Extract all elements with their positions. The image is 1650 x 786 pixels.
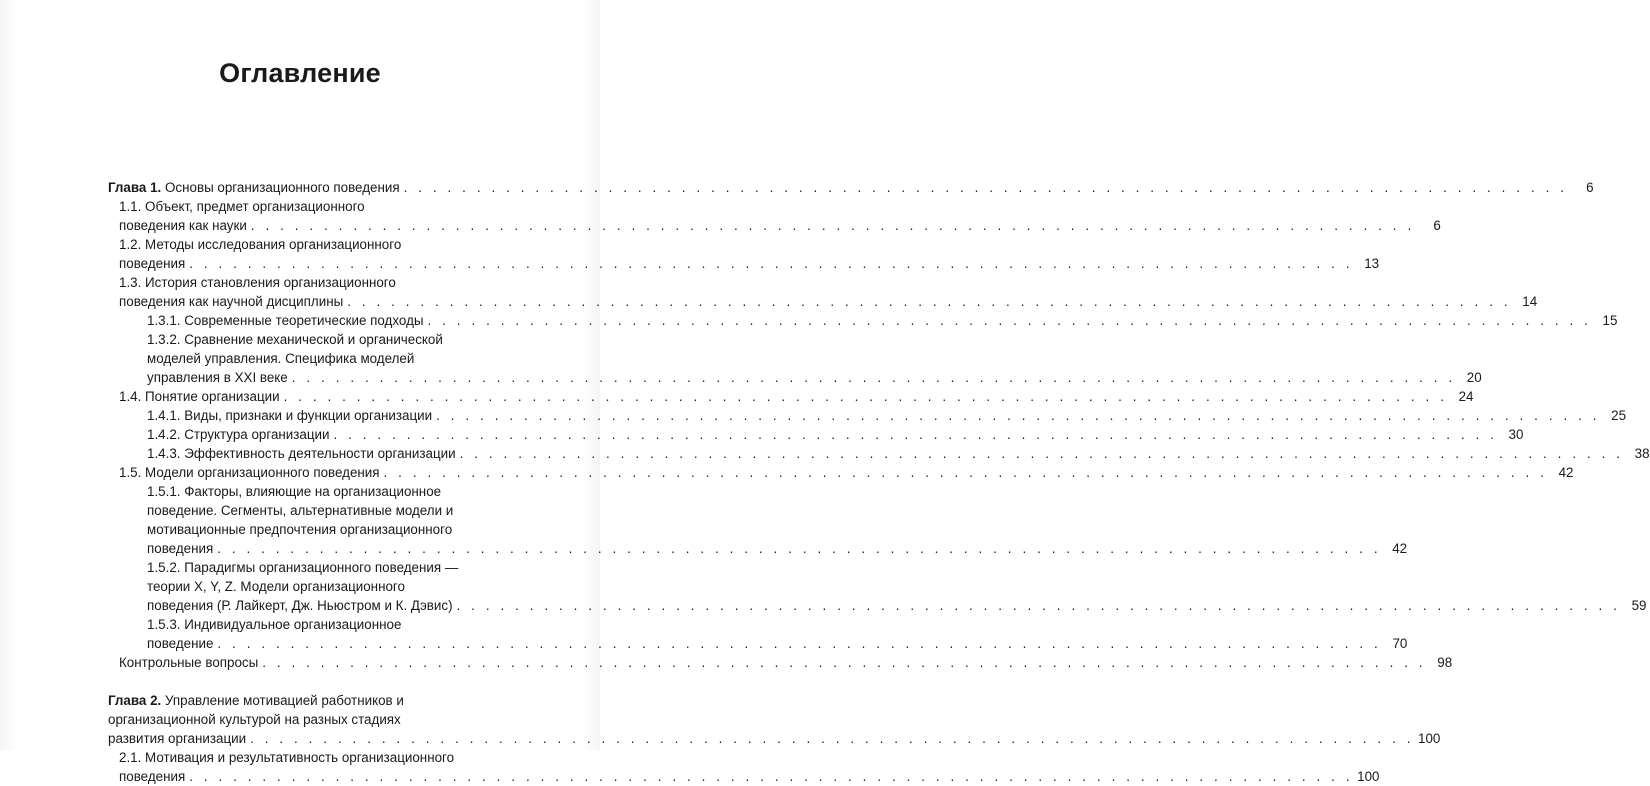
dot-leader: . . . . . . . . . . . . . . . . . . . . . . . . . . . . . . . . . . . . . . . . . . . . . . . . . . . . . . . . . . . . . . . . . . . . . . . . . . . . . . . .	[217, 636, 1382, 651]
toc-entry-text-line	[147, 349, 491, 368]
toc-entry-text	[119, 254, 185, 273]
toc-entry[interactable]	[108, 482, 1408, 558]
page-number: 100	[1357, 769, 1380, 784]
page-number: 25	[1611, 408, 1627, 423]
page-number: 13	[1364, 256, 1380, 271]
toc-entry-text	[119, 767, 185, 786]
toc-entry[interactable]	[108, 691, 1441, 748]
toc-entry-text	[147, 311, 424, 330]
page-number: 42	[1558, 465, 1574, 480]
dot-leader: . . . . . . . . . . . . . . . . . . . . . . . . . . . . . . . . . . . . . . . . . . . . . . . . . . . . . . . . . . . . . . . . . . . . . . . . . . . . . . . .	[189, 256, 1354, 271]
page-number: 59	[1631, 598, 1647, 613]
page-number: 38	[1634, 446, 1650, 461]
page-number: 100	[1418, 731, 1441, 746]
dot-leader: . . . . . . . . . . . . . . . . . . . . . . . . . . . . . . . . . . . . . . . . . . . . . . . . . . . . . . . . . . . . . . . . . . . . . . . . . . . . . . . .	[217, 541, 1382, 556]
toc-entry-text-line	[147, 501, 491, 520]
dot-leader: . . . . . . . . . . . . . . . . . . . . . . . . . . . . . . . . . . . . . . . . . . . . . . . . . . . . . . . . . . . . . . . . . . . . . . . . . . . . . . . .	[456, 598, 1621, 613]
toc-entry-last-line	[147, 444, 1650, 463]
toc-entry-last-text: 1.4.1. Виды, признаки и функции организации	[147, 408, 433, 423]
toc-entry-last-line	[119, 292, 1538, 311]
dot-leader: . . . . . . . . . . . . . . . . . . . . . . . . . . . . . . . . . . . . . . . . . . . . . . . . . . . . . . . . . . . . . . . . . . . . . . . . . . . . . . . .	[291, 370, 1456, 385]
toc-entry-text-line	[108, 710, 491, 729]
toc-entry-last-line	[119, 653, 1453, 672]
dot-leader: . . . . . . . . . . . . . . . . . . . . . . . . . . . . . . . . . . . . . . . . . . . . . . . . . . . . . . . . . . . . . . . . . . . . . . . . . . . . . . . .	[403, 180, 1568, 195]
toc-entry-last-line	[147, 368, 1482, 387]
toc-entry-text-line	[147, 482, 491, 501]
page-number: 70	[1392, 636, 1408, 651]
dot-leader: . . . . . . . . . . . . . . . . . . . . . . . . . . . . . . . . . . . . . . . . . . . . . . . . . . . . . . . . . . . . . . . . . . . . . . . . . . . . . . . .	[436, 408, 1601, 423]
dot-leader: . . . . . . . . . . . . . . . . . . . . . . . . . . . . . . . . . . . . . . . . . . . . . . . . . . . . . . . . . . . . . . . . . . . . . . . . . . . . . . . .	[250, 218, 1415, 233]
toc-entry[interactable]	[108, 653, 1453, 672]
toc-entry-last-text: поведения	[147, 541, 214, 556]
toc-entry[interactable]	[108, 615, 1408, 653]
toc-entry-last-text: развития организации	[108, 731, 247, 746]
page-number: 15	[1602, 313, 1618, 328]
toc-entry-text	[147, 406, 432, 425]
toc-entry[interactable]	[108, 273, 1538, 311]
toc-entry-last-line	[147, 634, 1408, 653]
dot-leader: . . . . . . . . . . . . . . . . . . . . . . . . . . . . . . . . . . . . . . . . . . . . . . . . . . . . . . . . . . . . . . . . . . . . . . . . . . . . . . . .	[459, 446, 1624, 461]
toc-entry-last-text: поведения как науки	[119, 218, 247, 233]
page-number: 24	[1458, 389, 1474, 404]
toc-entry-text	[147, 425, 330, 444]
page-number: 14	[1522, 294, 1538, 309]
page-number: 6	[1433, 218, 1441, 233]
toc-entry-last-text: Контрольные вопросы	[119, 655, 259, 670]
toc-entry-last-line	[147, 596, 1647, 615]
page-number: 30	[1508, 427, 1524, 442]
toc-entry-text	[119, 292, 343, 311]
toc-entry-text-line	[119, 273, 491, 292]
toc-entry[interactable]	[108, 444, 1650, 463]
toc-entry-last-text: поведение	[147, 636, 214, 651]
toc-entry-text: 1.1. Объект, предмет организационного	[119, 199, 365, 214]
toc-entry-text: 2.1. Мотивация и результативность организационного	[119, 750, 455, 765]
toc-entry[interactable]	[108, 558, 1647, 615]
toc-entry-text	[108, 729, 246, 748]
toc-entry-text	[147, 444, 456, 463]
toc-entry[interactable]	[108, 178, 1594, 197]
dot-leader: . . . . . . . . . . . . . . . . . . . . . . . . . . . . . . . . . . . . . . . . . . . . . . . . . . . . . . . . . . . . . . . . . . . . . . . . . . . . . . . .	[189, 769, 1354, 784]
toc-entry-last-line	[147, 311, 1618, 330]
toc-entry-text: 1.3.2. Сравнение механической и органической	[147, 332, 443, 347]
toc-entry-text: теории X, Y, Z. Модели организационного	[147, 579, 405, 594]
toc-entry-text-line	[147, 577, 491, 596]
toc-entry-text	[119, 387, 280, 406]
page-number: 6	[1586, 180, 1594, 195]
toc-entry-text	[147, 539, 213, 558]
toc-entry-last-text: 1.4. Понятие организации	[119, 389, 280, 404]
chapter-label: Глава 2.	[108, 693, 162, 708]
toc-entry[interactable]	[108, 463, 1574, 482]
toc-entry-last-text: 1.5. Модели организационного поведения	[119, 465, 380, 480]
dot-leader: . . . . . . . . . . . . . . . . . . . . . . . . . . . . . . . . . . . . . . . . . . . . . . . . . . . . . . . . . . . . . . . . . . . . . . . . . . . . . . . .	[283, 389, 1448, 404]
toc-spacer	[108, 672, 491, 691]
toc-entry[interactable]	[108, 425, 1524, 444]
dot-leader: . . . . . . . . . . . . . . . . . . . . . . . . . . . . . . . . . . . . . . . . . . . . . . . . . . . . . . . . . . . . . . . . . . . . . . . . . . . . . . . .	[383, 465, 1548, 480]
toc-entry[interactable]	[108, 311, 1618, 330]
toc-entry-last-line	[119, 387, 1474, 406]
toc-entry-last-line	[147, 539, 1408, 558]
toc-entry-text: 1.5.2. Парадигмы организационного поведения —	[147, 560, 459, 575]
page-number: 42	[1392, 541, 1408, 556]
toc-entry-text	[147, 368, 288, 387]
toc-entry-text: Управление мотивацией работников и	[161, 693, 404, 708]
toc-entry-text-line	[147, 330, 491, 349]
toc-entry-last-line	[147, 406, 1627, 425]
toc-entry-text-line	[119, 197, 491, 216]
toc-entry-text	[147, 596, 453, 615]
toc-entry-last-text: поведения (Р. Лайкерт, Дж. Ньюстром и К. Дэвис)	[147, 598, 453, 613]
toc-entry-last-text: 1.4.2. Структура организации	[147, 427, 330, 442]
toc-entry-text: поведение. Сегменты, альтернативные модели и	[147, 503, 454, 518]
page-number: 20	[1466, 370, 1482, 385]
toc-entry[interactable]	[108, 197, 1441, 235]
toc-entry-text	[147, 634, 213, 653]
toc-entry-text-line	[119, 748, 491, 767]
toc-entry[interactable]	[108, 406, 1627, 425]
chapter-label: Глава 1.	[108, 180, 162, 195]
toc-entry-last-line	[119, 254, 1380, 273]
toc-entry-last-text: управления в XXI веке	[147, 370, 288, 385]
toc-entry-text-line	[147, 615, 491, 634]
dot-leader: . . . . . . . . . . . . . . . . . . . . . . . . . . . . . . . . . . . . . . . . . . . . . . . . . . . . . . . . . . . . . . . . . . . . . . . . . . . . . . . .	[347, 294, 1512, 309]
toc-entry-text: 1.2. Методы исследования организационного	[119, 237, 402, 252]
toc-entry-text-line	[147, 558, 491, 577]
toc-entry-last-text: поведения как научной дисциплины	[119, 294, 344, 309]
toc-entry[interactable]	[108, 387, 1474, 406]
toc-entry-last-line	[119, 463, 1574, 482]
toc-entry-text	[108, 178, 400, 197]
toc-entry-last-line	[147, 425, 1524, 444]
toc-entry-last-text: 1.4.3. Эффективность деятельности организации	[147, 446, 456, 461]
toc-entry-text-line	[147, 520, 491, 539]
toc-entry-text-line	[119, 235, 491, 254]
toc-entry-text: мотивационные предпочтения организационного	[147, 522, 453, 537]
toc-entry-last-line	[119, 216, 1441, 235]
toc-entry-last-line	[108, 178, 1594, 197]
table-of-contents	[108, 178, 1650, 786]
page-number: 98	[1437, 655, 1453, 670]
toc-entry-last-text: поведения	[119, 256, 186, 271]
dot-leader: . . . . . . . . . . . . . . . . . . . . . . . . . . . . . . . . . . . . . . . . . . . . . . . . . . . . . . . . . . . . . . . . . . . . . . . . . . . . . . . .	[333, 427, 1498, 442]
toc-entry-text	[119, 653, 258, 672]
toc-entry-text: организационной культурой на разных стадиях	[108, 712, 401, 727]
toc-entry-last-text: поведения	[119, 769, 186, 784]
toc-entry-text: 1.5.3. Индивидуальное организационное	[147, 617, 402, 632]
toc-entry-last-line	[108, 729, 1441, 748]
toc-entry-text: 1.5.1. Факторы, влияющие на организационное	[147, 484, 442, 499]
toc-entry[interactable]	[108, 748, 1380, 786]
toc-entry-text: 1.3. История становления организационного	[119, 275, 396, 290]
toc-entry-last-text: 1.3.1. Современные теоретические подходы	[147, 313, 424, 328]
toc-entry-text-line	[108, 691, 491, 710]
dot-leader: . . . . . . . . . . . . . . . . . . . . . . . . . . . . . . . . . . . . . . . . . . . . . . . . . . . . . . . . . . . . . . . . . . . . . . . . . . . . . . . .	[427, 313, 1592, 328]
toc-entry[interactable]	[108, 235, 1380, 273]
toc-entry-text	[119, 216, 247, 235]
dot-leader: . . . . . . . . . . . . . . . . . . . . . . . . . . . . . . . . . . . . . . . . . . . . . . . . . . . . . . . . . . . . . . . . . . . . . . . . . . . . . . . .	[250, 731, 1415, 746]
toc-entry-text: моделей управления. Специфика моделей	[147, 351, 415, 366]
toc-entry-last-line	[119, 767, 1380, 786]
dot-leader: . . . . . . . . . . . . . . . . . . . . . . . . . . . . . . . . . . . . . . . . . . . . . . . . . . . . . . . . . . . . . . . . . . . . . . . . . . . . . . . .	[262, 655, 1427, 670]
toc-entry-last-text: Основы организационного поведения	[161, 180, 400, 195]
toc-entry-text	[119, 463, 380, 482]
page-title: Оглавление	[219, 58, 381, 88]
toc-entry[interactable]	[108, 330, 1482, 387]
